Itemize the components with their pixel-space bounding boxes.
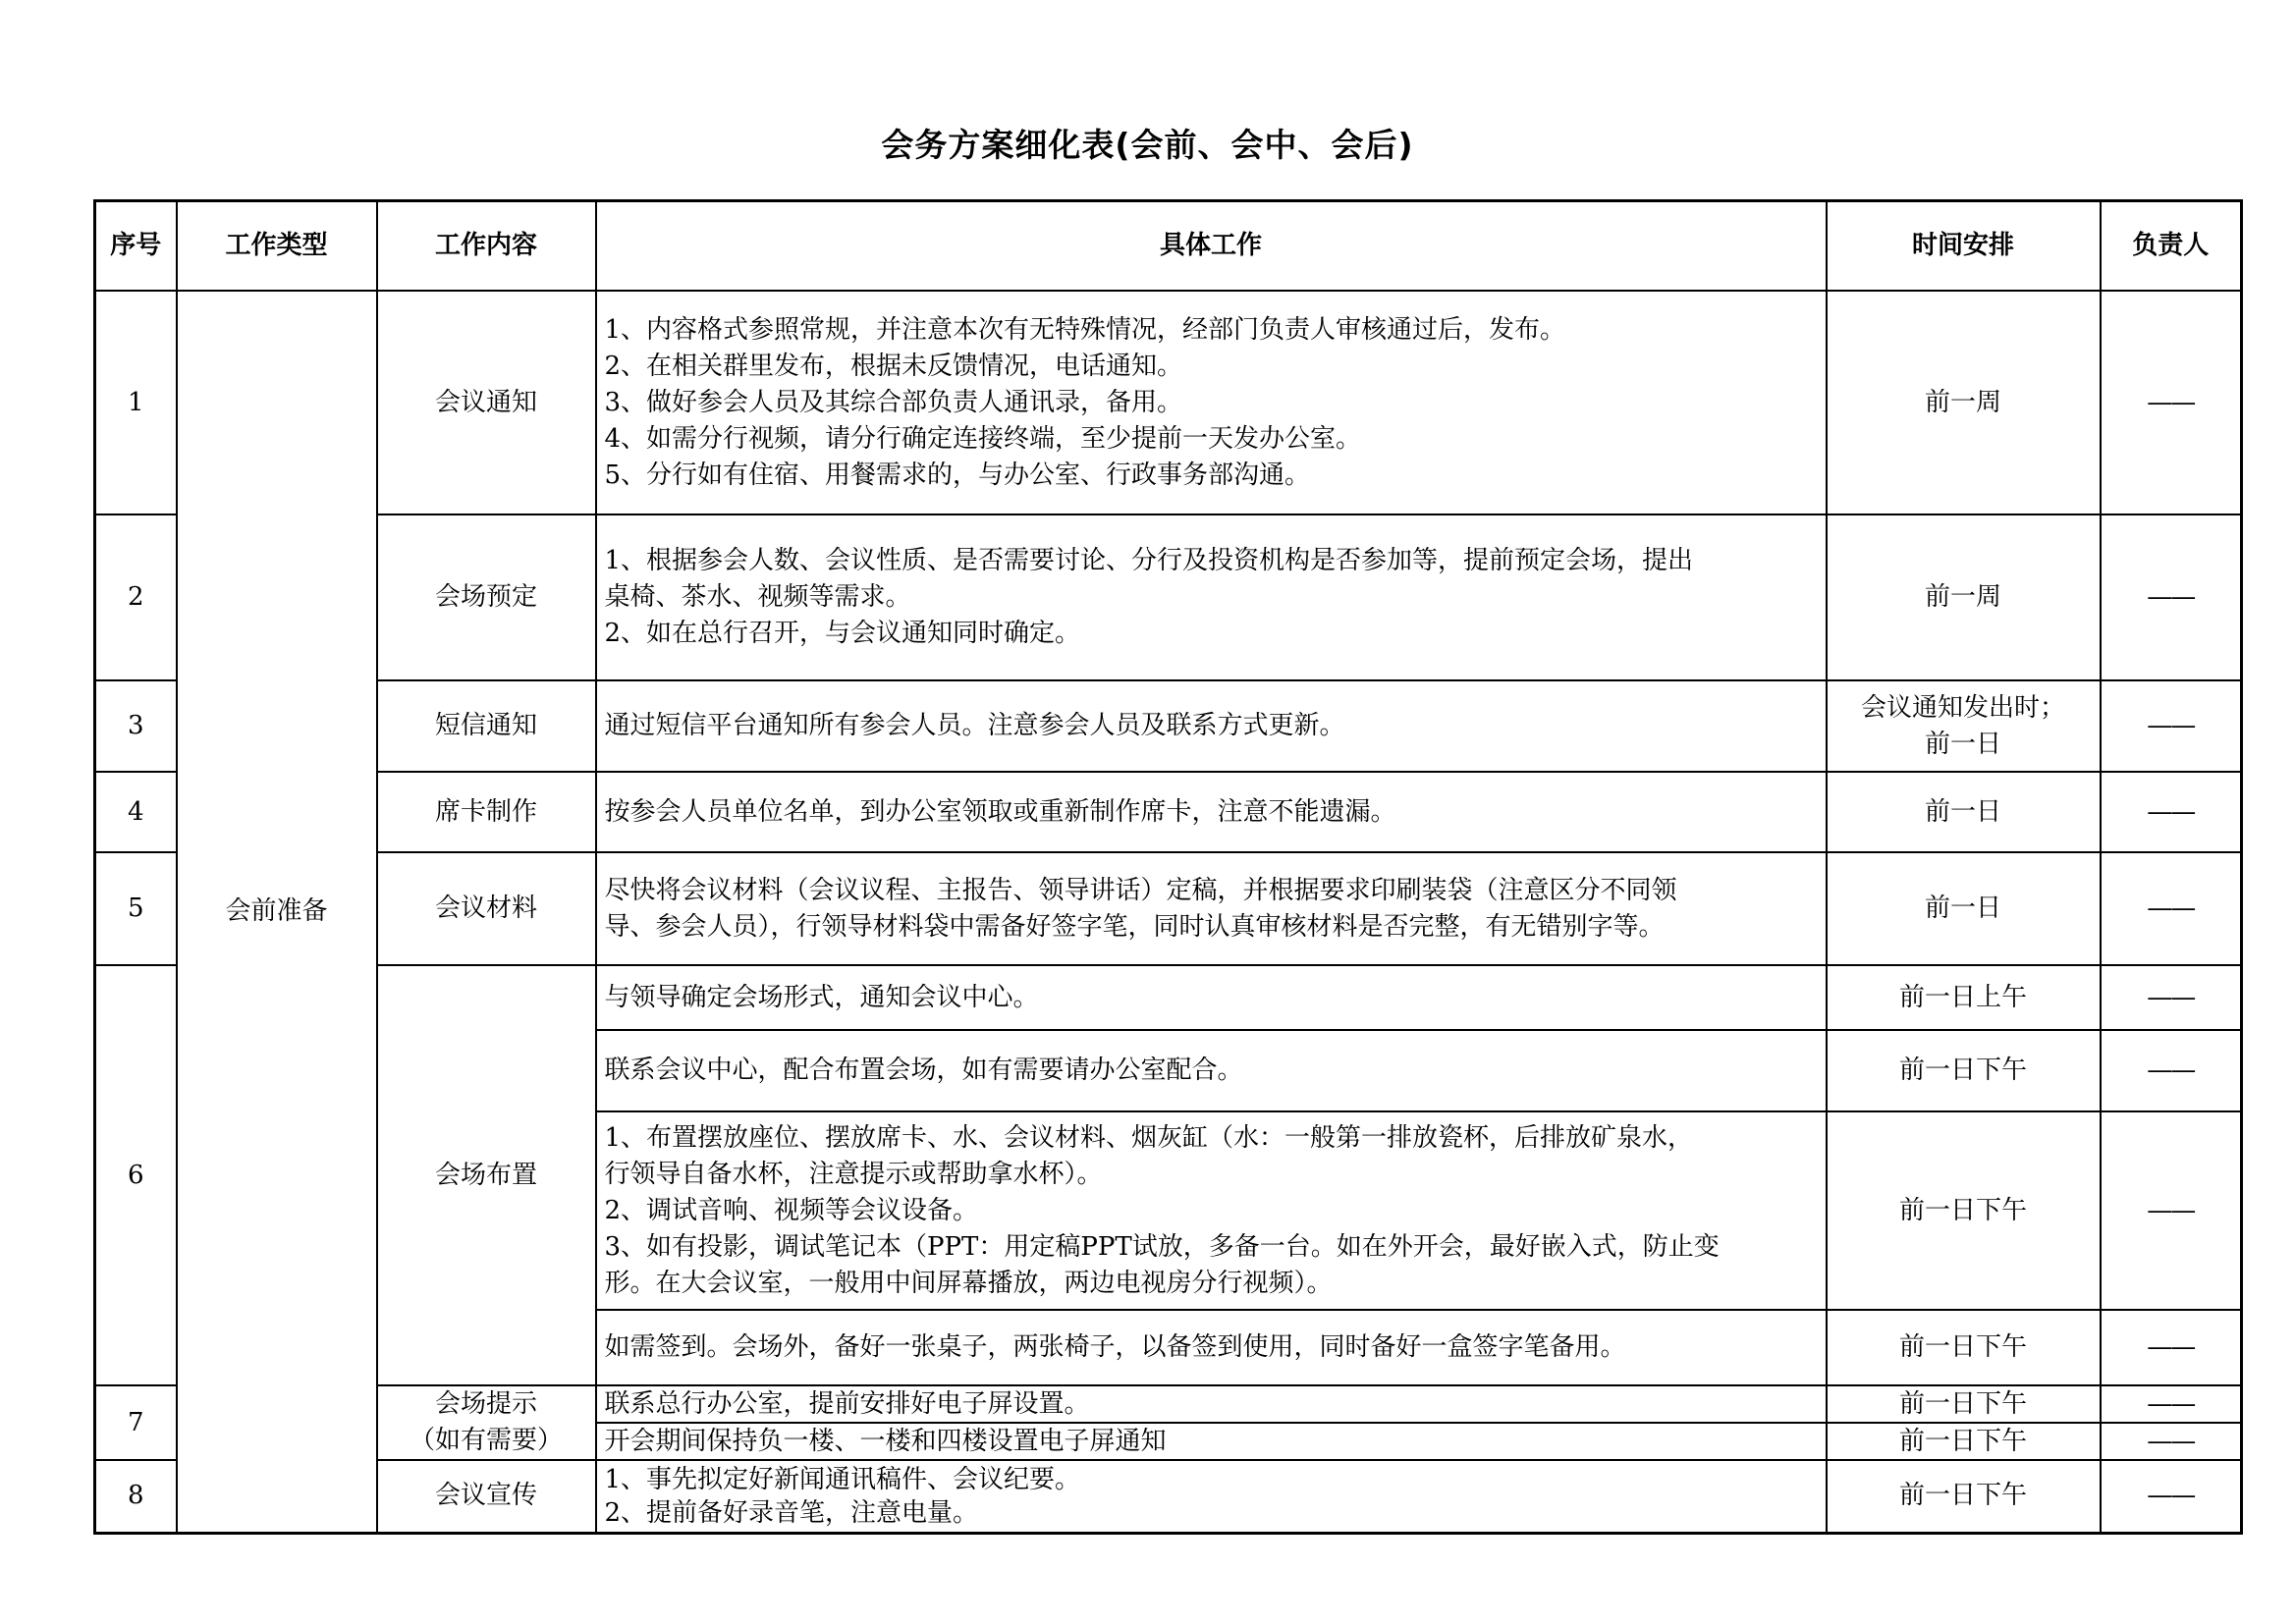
row-content: 会场预定 — [377, 514, 596, 680]
row-no: 6 — [95, 965, 177, 1385]
row-time: 前一日下午 — [1827, 1423, 2101, 1460]
row-detail — [596, 1460, 1827, 1533]
detail-line: 与领导确定会场形式，通知会议中心。 — [604, 982, 1039, 1012]
row-detail: 开会期间保持负一楼、一楼和四楼设置电子屏通知 — [596, 1423, 1827, 1460]
detail-line: 3、如有投影，调试笔记本（PPT：用定稿PPT试放，多备一台。如在外开会，最好嵌入式，防止变 — [604, 1231, 1720, 1262]
detail-line: 2、在相关群里发布，根据未反馈情况，电话通知。 — [604, 351, 1183, 381]
row-time — [1827, 680, 2101, 772]
row-content: 会议材料 — [377, 852, 596, 965]
row-detail: 联系总行办公室，提前安排好电子屏设置。 — [596, 1385, 1827, 1423]
detail-line: 如需签到。会场外，备好一张桌子，两张椅子，以备签到使用，同时备好一盒签字笔备用。 — [604, 1332, 1626, 1362]
row-content: 会场布置 — [377, 965, 596, 1385]
detail-line: 1、布置摆放座位、摆放席卡、水、会议材料、烟灰缸（水：一般第一排放瓷杯，后排放矿泉水， — [604, 1122, 1694, 1153]
header-detail: 具体工作 — [596, 201, 1827, 292]
detail-line: 导、参会人员），行领导材料袋中需备好签字笔，同时认真审核材料是否完整，有无错别字等。 — [604, 911, 1665, 942]
row-owner: —— — [2101, 514, 2242, 680]
detail-line: 桌椅、茶水、视频等需求。 — [604, 582, 911, 612]
row-no: 2 — [95, 514, 177, 680]
row-time: 前一日下午 — [1827, 1310, 2101, 1385]
time-line: 会议通知发出时； — [1860, 692, 2065, 723]
detail-line: 2、调试音响、视频等会议设备。 — [604, 1195, 979, 1225]
row-content: 席卡制作 — [377, 772, 596, 852]
row-owner: —— — [2101, 680, 2242, 772]
detail-line: 3、做好参会人员及其综合部负责人通讯录，备用。 — [604, 387, 1183, 417]
row-no: 5 — [95, 852, 177, 965]
row-owner: —— — [2101, 1030, 2242, 1111]
table-row — [95, 291, 2242, 514]
table-row — [95, 852, 2242, 965]
table-row — [95, 965, 2242, 1030]
detail-line: 形。在大会议室，一般用中间屏幕播放，两边电视房分行视频）。 — [604, 1268, 1333, 1298]
row-owner: —— — [2101, 772, 2242, 852]
row-time: 前一日 — [1827, 772, 2101, 852]
row-no: 3 — [95, 680, 177, 772]
row-content: 会议宣传 — [377, 1460, 596, 1533]
content-line: （如有需要） — [409, 1426, 563, 1455]
row-detail — [596, 965, 1827, 1030]
time-line: 前一日 — [1924, 729, 2001, 759]
row-owner: —— — [2101, 1385, 2242, 1423]
header-no: 序号 — [95, 201, 177, 292]
row-content: 会议通知 — [377, 291, 596, 514]
detail-line: 2、如在总行召开，与会议通知同时确定。 — [604, 619, 1081, 648]
header-type: 工作类型 — [177, 201, 377, 292]
table-row — [95, 1460, 2242, 1533]
row-time: 前一日下午 — [1827, 1111, 2101, 1310]
row-detail — [596, 1030, 1827, 1111]
detail-line: 2、提前备好录音笔，注意电量。 — [604, 1497, 979, 1528]
header-row — [95, 201, 2242, 292]
row-time: 前一日上午 — [1827, 965, 2101, 1030]
row-owner: —— — [2101, 852, 2242, 965]
detail-line: 联系会议中心，配合布置会场，如有需要请办公室配合。 — [604, 1056, 1243, 1085]
row-detail — [596, 1310, 1827, 1385]
work-type-cell: 会前准备 — [177, 291, 377, 1533]
detail-line: 行领导自备水杯，注意提示或帮助拿水杯）。 — [604, 1159, 1103, 1189]
row-time: 前一日 — [1827, 852, 2101, 965]
row-owner: —— — [2101, 965, 2242, 1030]
detail-line: 1、事先拟定好新闻通讯稿件、会议纪要。 — [604, 1464, 1081, 1494]
row-time: 前一日下午 — [1827, 1030, 2101, 1111]
table-row — [95, 680, 2242, 772]
row-time: 前一周 — [1827, 514, 2101, 680]
header-owner: 负责人 — [2101, 201, 2242, 292]
row-no: 4 — [95, 772, 177, 852]
detail-line: 通过短信平台通知所有参会人员。注意参会人员及联系方式更新。 — [604, 711, 1345, 740]
row-time: 前一周 — [1827, 291, 2101, 514]
page-title: 会务方案细化表(会前、会中、会后) — [881, 126, 1414, 164]
row-no: 1 — [95, 291, 177, 514]
row-time: 前一日下午 — [1827, 1460, 2101, 1533]
header-content: 工作内容 — [377, 201, 596, 292]
row-detail — [596, 291, 1827, 514]
row-owner: —— — [2101, 1310, 2242, 1385]
row-content: 短信通知 — [377, 680, 596, 772]
row-owner: —— — [2101, 1111, 2242, 1310]
plan-table — [93, 199, 2243, 1535]
row-detail — [596, 772, 1827, 852]
row-no: 8 — [95, 1460, 177, 1533]
table-row — [95, 514, 2242, 680]
row-detail — [596, 1111, 1827, 1310]
detail-line: 尽快将会议材料（会议议程、主报告、领导讲话）定稿，并根据要求印刷装袋（注意区分不同领 — [604, 875, 1677, 905]
row-detail — [596, 852, 1827, 965]
table-row — [95, 772, 2242, 852]
content-line: 会场提示 — [434, 1389, 537, 1419]
detail-line: 按参会人员单位名单，到办公室领取或重新制作席卡，注意不能遗漏。 — [604, 796, 1396, 827]
detail-line: 1、内容格式参照常规，并注意本次有无特殊情况，经部门负责人审核通过后，发布。 — [604, 314, 1566, 345]
row-owner: —— — [2101, 1423, 2242, 1460]
row-detail — [596, 514, 1827, 680]
row-content — [377, 1385, 596, 1460]
row-time: 前一日下午 — [1827, 1385, 2101, 1423]
table-row — [95, 1385, 2242, 1423]
header-time: 时间安排 — [1827, 201, 2101, 292]
row-owner: —— — [2101, 1460, 2242, 1533]
detail-line: 1、根据参会人数、会议性质、是否需要讨论、分行及投资机构是否参加等，提前预定会场，提出 — [604, 546, 1694, 575]
row-no: 7 — [95, 1385, 177, 1460]
detail-line: 4、如需分行视频，请分行确定连接终端，至少提前一天发办公室。 — [604, 423, 1362, 454]
detail-line: 5、分行如有住宿、用餐需求的，与办公室、行政事务部沟通。 — [604, 460, 1311, 490]
row-detail — [596, 680, 1827, 772]
row-owner: —— — [2101, 291, 2242, 514]
